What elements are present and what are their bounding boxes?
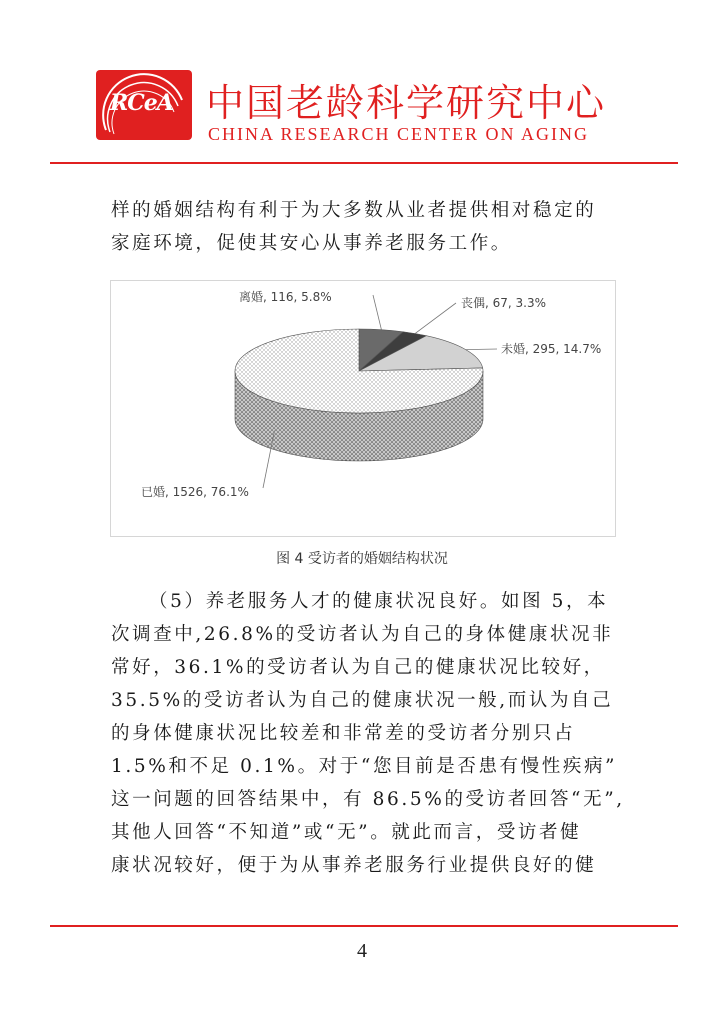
text-line: 家庭环境，促使其安心从事养老服务工作。 <box>111 233 512 254</box>
logo-lettering: RCeA <box>110 90 173 116</box>
rca-logo <box>96 70 192 140</box>
pie-chart <box>111 281 615 536</box>
data-label-丧偶: 丧偶, 67, 3.3% <box>461 296 547 310</box>
page-number: 4 <box>357 940 367 962</box>
figure-caption: 图 4 受访者的婚姻结构状况 <box>276 551 448 567</box>
org-name-english: CHINA RESEARCH CENTER ON AGING <box>208 124 590 144</box>
text-line: 康状况较好，便于为从事养老服务行业提供良好的健 <box>111 855 597 876</box>
leader-line <box>373 295 381 330</box>
data-label-已婚: 已婚, 1526, 76.1% <box>141 485 249 499</box>
paragraph-bottom <box>111 585 625 882</box>
footer-rule <box>50 925 678 927</box>
data-label-未婚: 未婚, 295, 14.7% <box>501 342 602 356</box>
leader-line <box>415 303 456 334</box>
text-line: 1.5%和不足 0.1%。对于“您目前是否患有慢性疾病” <box>111 756 618 777</box>
text-line: 常好，36.1%的受访者认为自己的健康状况比较好， <box>111 657 605 678</box>
text-line: 次调查中,26.8%的受访者认为自己的身体健康状况非 <box>111 624 614 645</box>
leader-line <box>466 349 497 350</box>
paragraph-top <box>111 194 613 260</box>
text-line: 样的婚姻结构有利于为大多数从业者提供相对稳定的 <box>111 200 597 221</box>
text-line: 其他人回答“不知道”或“无”。就此而言，受访者健 <box>111 822 582 843</box>
org-name-chinese: 中国老龄科学研究中心 <box>206 81 607 125</box>
header-rule <box>50 162 678 164</box>
text-line: 35.5%的受访者认为自己的健康状况一般,而认为自己 <box>111 690 614 711</box>
text-line: 的身体健康状况比较差和非常差的受访者分别只占 <box>111 723 576 744</box>
text-line: （5）养老服务人才的健康状况良好。如图 5，本 <box>149 591 609 612</box>
pie-chart-frame <box>110 280 616 537</box>
text-line: 这一问题的回答结果中，有 86.5%的受访者回答“无”, <box>111 789 625 810</box>
data-label-离婚: 离婚, 116, 5.8% <box>239 290 332 304</box>
